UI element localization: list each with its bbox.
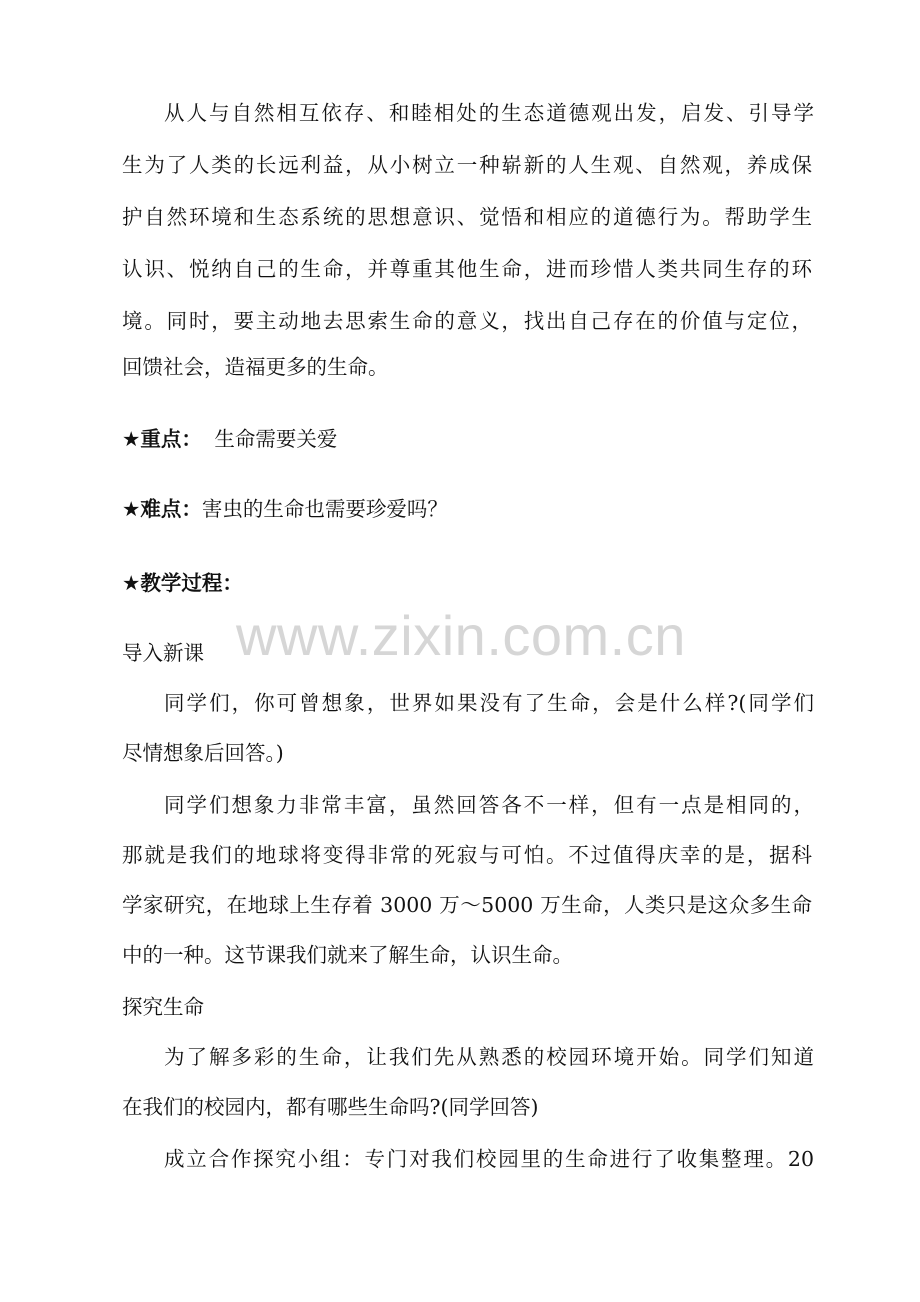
paragraph-line: 从人与自然相互依存、和睦相处的生态道德观出发，启发、引导学: [164, 101, 814, 125]
paragraph-line: 生为了人类的长远利益，从小树立一种崭新的人生观、自然观，养成保: [122, 153, 812, 177]
key-point-text: 生命需要关爱: [207, 427, 338, 451]
paragraph-line: 境。同时，要主动地去思索生命的意义，找出自己存在的价值与定位，: [122, 309, 812, 333]
paragraph-line: 在我们的校园内，都有哪些生命吗?(同学回答): [122, 1095, 539, 1119]
paragraph-line: 认识、悦纳自己的生命，并尊重其他生命，进而珍惜人类共同生存的环: [122, 257, 812, 281]
paragraph-line: 尽情想象后回答。): [122, 741, 284, 765]
section-title-intro: 导入新课: [122, 641, 204, 665]
paragraph-line: 同学们想象力非常丰富，虽然回答各不一样，但有一点是相同的，: [164, 793, 814, 817]
difficulty-label: ★难点：: [122, 497, 202, 521]
paragraph-line: 回馈社会，造福更多的生命。: [122, 355, 389, 379]
difficulty-line: [122, 494, 448, 524]
paragraph-line: 同学们，你可曾想象，世界如果没有了生命，会是什么样?(同学们: [164, 691, 814, 715]
teaching-process-heading: [122, 568, 243, 598]
key-point-label: ★重点：: [122, 427, 202, 451]
paragraph-line: 中的一种。这节课我们就来了解生命，认识生命。: [122, 943, 573, 967]
difficulty-text: 害虫的生命也需要珍爱吗？: [201, 497, 448, 521]
key-point-line: [122, 424, 337, 454]
paragraph-line: 那就是我们的地球将变得非常的死寂与可怕。不过值得庆幸的是，据科: [122, 843, 812, 867]
paragraph-line: 学家研究，在地球上生存着 3000 万～5000 万生命，人类只是这众多生命: [122, 893, 812, 917]
watermark: www.zixin.com.cn: [236, 604, 686, 667]
paragraph-line: 护自然环境和生态系统的思想意识、觉悟和相应的道德行为。帮助学生: [122, 205, 812, 229]
paragraph-line: 为了解多彩的生命，让我们先从熟悉的校园环境开始。同学们知道: [164, 1045, 814, 1069]
teaching-process-label: ★教学过程：: [122, 571, 243, 595]
section-title-explore: 探究生命: [122, 995, 204, 1019]
paragraph-line: 成立合作探究小组：专门对我们校园里的生命进行了收集整理。20: [164, 1147, 814, 1171]
